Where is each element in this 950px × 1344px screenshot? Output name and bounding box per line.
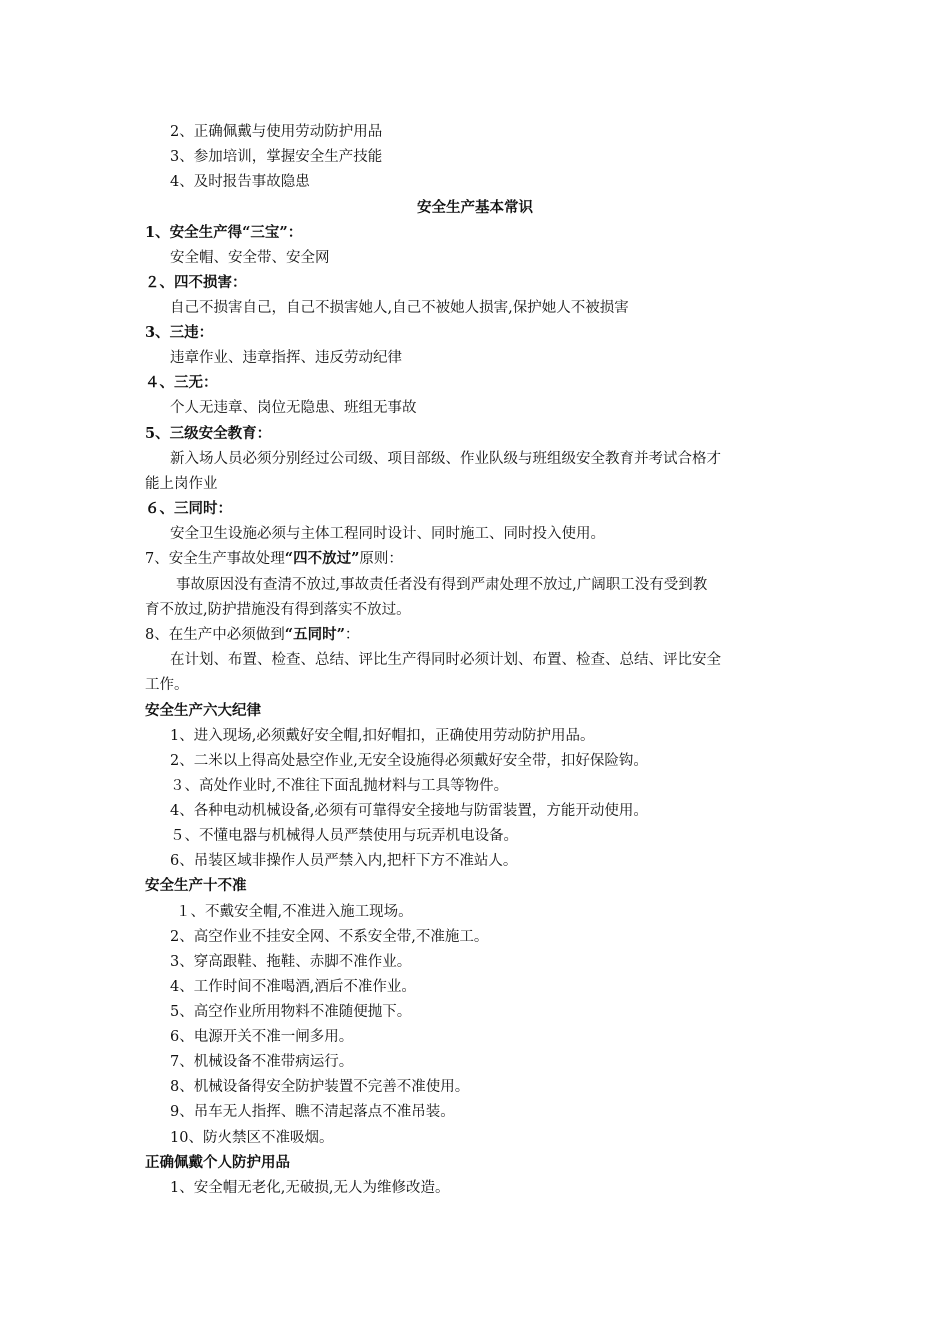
list-item: 10、防火禁区不准吸烟。: [170, 1130, 334, 1146]
list-item: ５、不懂电器与机械得人员严禁使用与玩弄机电设备。: [170, 828, 518, 844]
list-item: 7、机械设备不准带病运行。: [170, 1054, 354, 1070]
section-heading: [145, 549, 403, 569]
list-item: 2、正确佩戴与使用劳动防护用品: [170, 124, 383, 140]
list-item: 1、进入现场,必须戴好安全帽,扣好帽扣，正确使用劳动防护用品。: [170, 728, 595, 744]
section-heading: ４、三无：: [145, 374, 218, 391]
section-title: 安全生产十不准: [145, 877, 247, 894]
list-item: ３、高处作业时,不准往下面乱抛材料与工具等物件。: [170, 778, 509, 794]
heading-prefix: 8、在生产中必须做到: [145, 627, 285, 643]
list-item: 2、高空作业不挂安全网、不系安全带,不准施工。: [170, 929, 489, 945]
list-item: 5、高空作业所用物料不准随便抛下。: [170, 1004, 412, 1020]
section-body: 新入场人员必须分别经过公司级、项目部级、作业队级与班组级安全教育并考试合格才: [170, 451, 721, 467]
heading-suffix: 原则：: [359, 551, 403, 567]
heading-suffix: ：: [344, 627, 360, 643]
section-title: 安全生产六大纪律: [145, 702, 261, 719]
section-heading: 3、三违：: [145, 324, 214, 341]
section-heading: ６、三同时：: [145, 500, 232, 517]
section-body: 在计划、布置、检查、总结、评比生产得同时必须计划、布置、检查、总结、评比安全: [170, 652, 721, 668]
list-item: 1、安全帽无老化,无破损,无人为维修改造。: [170, 1180, 450, 1196]
section-body: 工作。: [145, 677, 189, 693]
section-title: 正确佩戴个人防护用品: [145, 1154, 290, 1171]
section-body: 育不放过,防护措施没有得到落实不放过。: [145, 602, 411, 618]
section-body: 安全卫生设施必须与主体工程同时设计、同时施工、同时投入使用。: [170, 526, 605, 542]
section-heading: 1、安全生产得“三宝”：: [145, 224, 303, 241]
section-heading: 5、三级安全教育：: [145, 425, 272, 442]
list-item: １、不戴安全帽,不准进入施工现场。: [176, 904, 413, 920]
section-body: 事故原因没有查清不放过,事故责任者没有得到严肃处理不放过,广阔职工没有受到教: [176, 577, 708, 593]
heading-emphasis: “五同时”: [284, 626, 345, 643]
section-title: 安全生产基本常识: [417, 199, 533, 216]
section-heading: ２、四不损害：: [145, 274, 247, 291]
list-item: 2、二米以上得高处悬空作业,无安全设施得必须戴好安全带，扣好保险钩。: [170, 753, 648, 769]
list-item: 3、参加培训，掌握安全生产技能: [170, 149, 383, 165]
list-item: 4、各种电动机械设备,必须有可靠得安全接地与防雷装置，方能开动使用。: [170, 803, 648, 819]
list-item: 6、吊装区域非操作人员严禁入内,把杆下方不准站人。: [170, 853, 518, 869]
section-body: 违章作业、违章指挥、违反劳动纪律: [170, 350, 402, 366]
section-body: 安全帽、安全带、安全网: [170, 250, 330, 266]
heading-emphasis: “四不放过”: [284, 550, 360, 567]
list-item: 8、机械设备得安全防护装置不完善不准使用。: [170, 1079, 470, 1095]
section-body: 自己不损害自己，自己不损害她人,自己不被她人损害,保护她人不被损害: [170, 300, 629, 316]
list-item: 4、工作时间不准喝酒,酒后不准作业。: [170, 979, 416, 995]
section-heading: [145, 625, 359, 645]
list-item: 3、穿高跟鞋、拖鞋、赤脚不准作业。: [170, 954, 412, 970]
heading-prefix: 7、安全生产事故处理: [145, 551, 285, 567]
list-item: 9、吊车无人指挥、瞧不清起落点不准吊装。: [170, 1104, 455, 1120]
section-body: 个人无违章、岗位无隐患、班组无事故: [170, 400, 417, 416]
list-item: 4、及时报告事故隐患: [170, 174, 310, 190]
section-body: 能上岗作业: [145, 476, 218, 492]
list-item: 6、电源开关不准一闸多用。: [170, 1029, 354, 1045]
